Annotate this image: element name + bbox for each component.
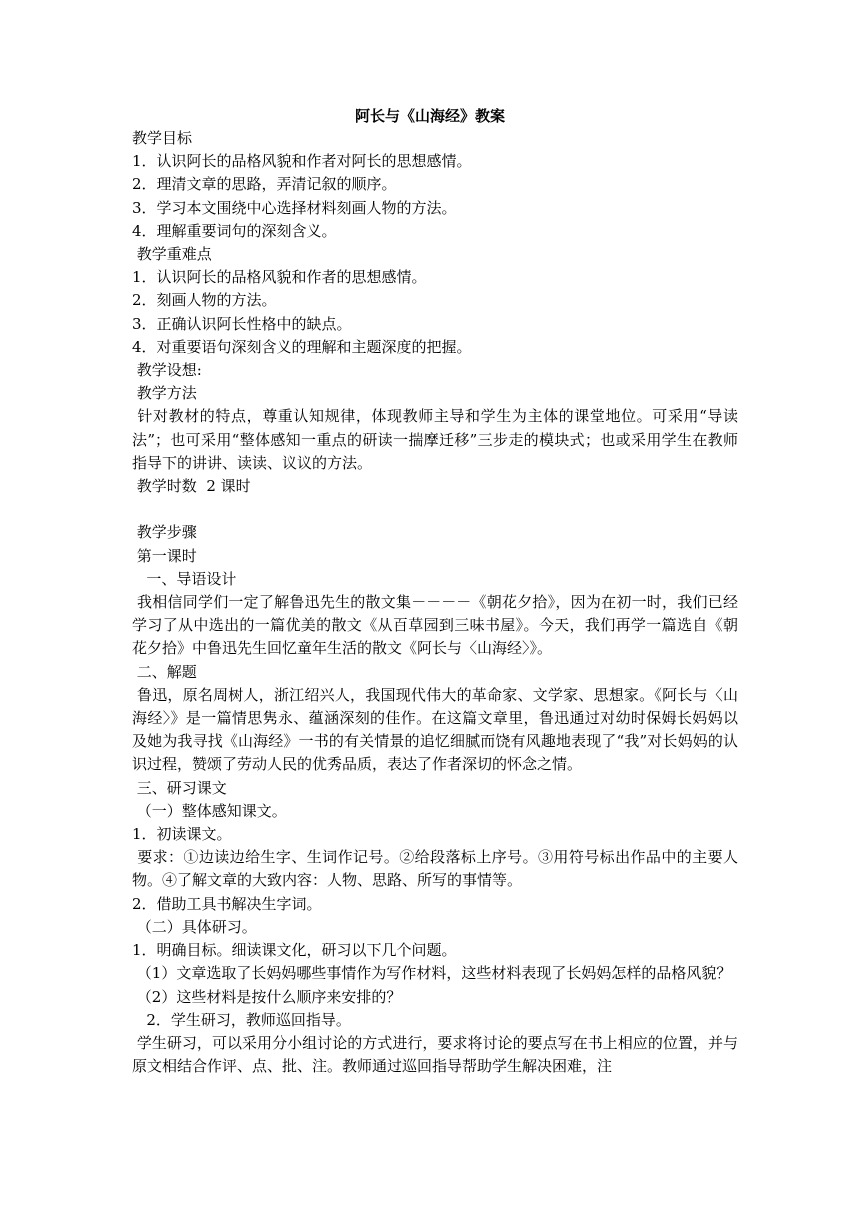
paragraph: 教学方法: [132, 384, 197, 403]
paragraph: 2．借助工具书解决生字词。: [132, 894, 322, 913]
document-title: 阿长与《山海经》教案: [354, 107, 505, 125]
paragraph: 1．初读课文。: [132, 825, 232, 844]
paragraph: （一）整体感知课文。: [132, 801, 287, 820]
paragraph: （2）这些材料是按什么顺序来安排的？: [132, 987, 402, 1006]
paragraph: 三、研习课文: [132, 778, 227, 797]
paragraph: 教学步骤: [132, 523, 197, 542]
paragraph: 4．理解重要词句的深刻含义。: [132, 221, 337, 240]
paragraph: 教学目标: [132, 129, 193, 147]
paragraph: 学生研习，可以采用分小组讨论的方式进行，要求将讨论的要点写在书上相应的位置，并与原文相结合作评、点、批、注。教师通过巡回指导帮助学生解决困难，注: [132, 1033, 738, 1076]
paragraph: 要求：①边读边给生字、生词作记号。②给段落标上序号。③用符号标出作品中的主要人物。④了解文章的大致内容：人物、思路、所写的事情等。: [132, 848, 738, 890]
paragraph: 1．认识阿长的品格风貌和作者的思想感情。: [132, 268, 427, 287]
paragraph: 2．理清文章的思路，弄清记叙的顺序。: [132, 175, 397, 194]
paragraph: 第一课时: [132, 546, 197, 565]
paragraph: 教学时数 2 课时: [132, 477, 251, 496]
paragraph: 4．对重要语句深刻含义的理解和主题深度的把握。: [132, 337, 472, 356]
paragraph: （1）文章选取了长妈妈哪些事情作为写作材料，这些材料表现了长妈妈怎样的品格风貌？: [132, 964, 732, 983]
paragraph: 2．刻画人物的方法。: [132, 291, 277, 310]
paragraph: 针对教材的特点，尊重认知规律，体现教师主导和学生为主体的课堂地位。可采用“导读法”；也可采用“整体感知一重点的研读一揣摩迁移”三步走的模块式；也或采用学生在教师指导下的讲讲、读读、议议的方法。: [132, 407, 738, 472]
paragraph: 教学重难点: [132, 245, 212, 264]
paragraph: [132, 498, 738, 521]
paragraph: 二、解题: [132, 662, 197, 681]
paragraph: 一、导语设计: [132, 569, 237, 588]
paragraph: 我相信同学们一定了解鲁迅先生的散文集－－－－《朝花夕拾》，因为在初一时，我们已经学习了从中选出的一篇优美的散文《从百草园到三味书屋》。今天，我们再学一篇选自《朝花夕拾》中鲁迅先生回忆童年生活的散文《阿长与〈山海经〉》。: [132, 593, 738, 658]
document-body: [132, 127, 738, 1078]
paragraph: （二）具体研习。: [132, 917, 257, 936]
paragraph: 3．正确认识阿长性格中的缺点。: [132, 314, 352, 333]
paragraph: 1．明确目标。细读课文化，研习以下几个问题。: [132, 941, 457, 960]
paragraph: 鲁迅，原名周树人，浙江绍兴人，我国现代伟大的革命家、文学家、思想家。《阿长与〈山海经〉》是一篇情思隽永、蕴涵深刻的佳作。在这篇文章里，鲁迅通过对幼时保姆长妈妈以及她为我寻找《山海经》一书的有关情景的追忆细腻而饶有风趣地表现了“我”对长妈妈的认识过程，赞颂了劳动人民的优秀品质，表达了作者深切的怀念之情。: [132, 685, 738, 774]
paragraph: 1．认识阿长的品格风貌和作者对阿长的思想感情。: [132, 152, 472, 171]
paragraph: 教学设想:: [132, 361, 202, 380]
paragraph: 3．学习本文围绕中心选择材料刻画人物的方法。: [132, 198, 457, 217]
paragraph: 2．学生研习，教师巡回指导。: [132, 1010, 351, 1029]
